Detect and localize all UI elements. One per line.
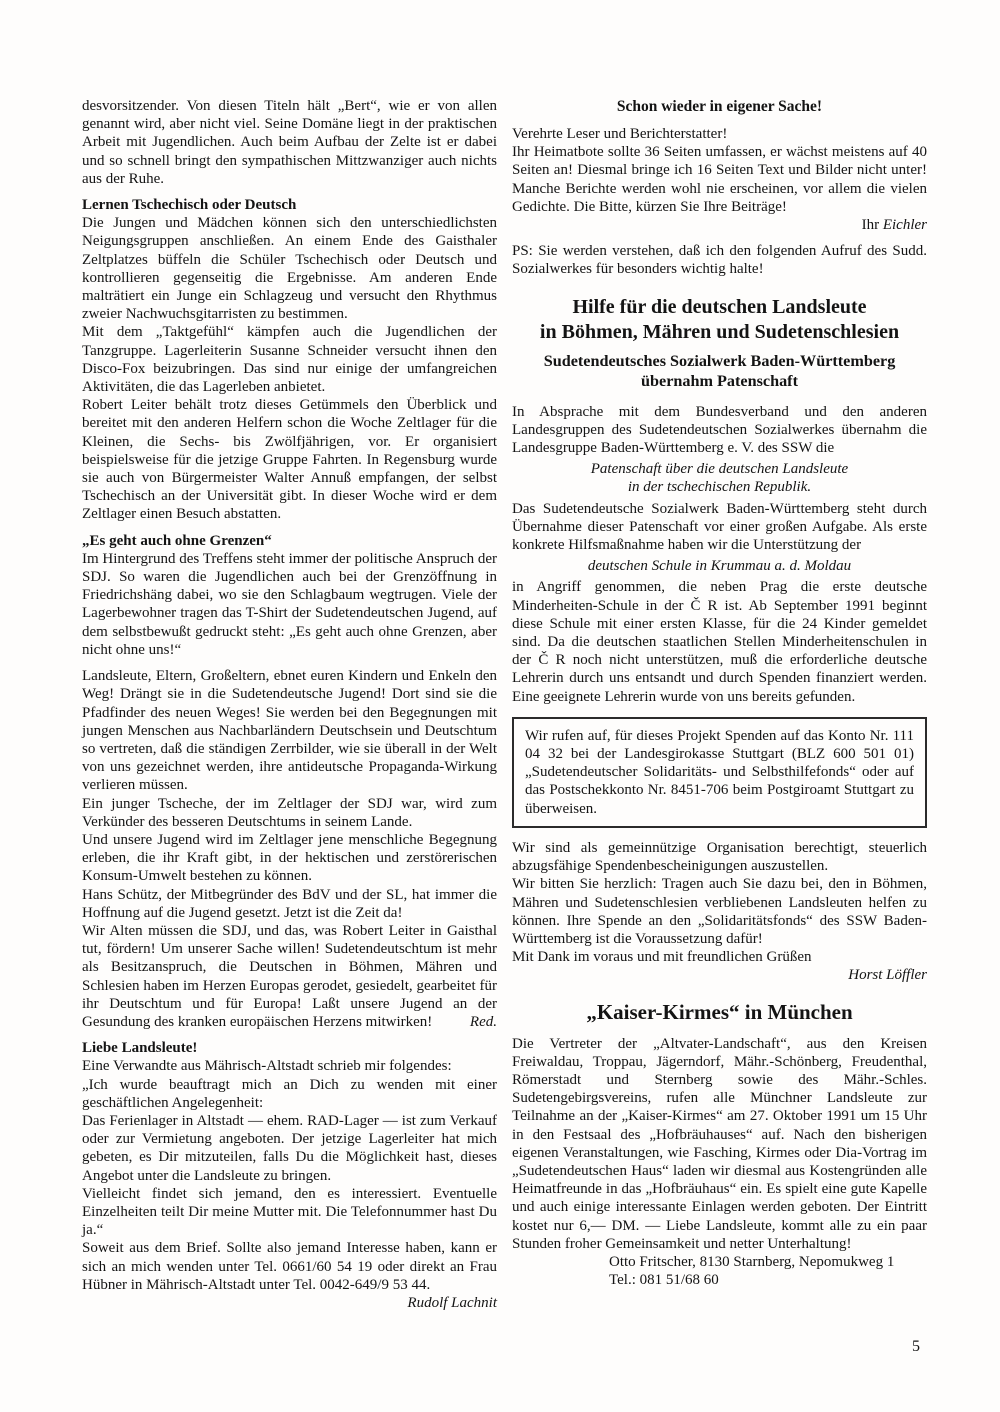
paragraph: Ein junger Tscheche, der im Zeltlager der SDJ war, wird zum Verkünder des besseren Deutschtums in seinem Lande. (82, 795, 497, 830)
editor-signature: Red. (469, 1013, 497, 1030)
author-signature: Horst Löffler (848, 967, 927, 984)
paragraph: Wir bitten Sie herzlich: Tragen auch Sie dazu bei, den in Böhmen, Mähren und Sudetenschlesien verbliebenen Landsleuten helfen zu können. Ihre Spende an den „Solidaritätsfonds“ des SSW Baden-Württemberg ist die Voraussetzung dafür! (512, 876, 927, 947)
paragraph: Eine Verwandte aus Mährisch-Altstadt schrieb mir folgendes: (82, 1058, 452, 1075)
address-line: Otto Fritscher, 8130 Starnberg, Nepomukweg 1 (609, 1253, 895, 1270)
section-heading-grenzen: „Es geht auch ohne Grenzen“ (82, 532, 272, 549)
paragraph: Das Sudetendeutsche Sozialwerk Baden-Württemberg steht durch Übernahme dieser Patenschaft vor einer großen Aufgabe. Als erste konkrete Hilfsmaßnahme haben wir die Unterstützung der (512, 500, 927, 554)
paragraph: „Ich wurde beauftragt mich an Dich zu wenden mit einer geschäftlichen Angelegenheit: (82, 1076, 497, 1111)
paragraph: Mit Dank im voraus und mit freundlichen Grüßen (512, 949, 812, 966)
left-column (82, 97, 497, 1312)
paragraph: Robert Leiter behält trotz dieses Getümmels den Überblick und bereitet mit den anderen Helfern schon die Woche Zeltlager für die Kleinen, die Sechs- bis Zwölfjährigen, vor. Er organisiert beispielsweise für die jetzige Gruppe Fahrten. In Regensburg wurde sie auch von Bürgermeister Walter Annuß empfangen, der selbst Tschechisch an der Universität gibt. In dieser Woche wird er dem Zeltlager einen Besuch abstatten. (82, 397, 497, 523)
paragraph-text: Wir Alten müssen die SDJ, und das, was Robert Leiter in Gaisthal tut, fördern! Um unserer Sache willen! Sudetendeutschtum ist mehr als Besitzanspruch, die Deutschen in Böhmen, Mähren und Schlesien haben im Herzen Europas gerodet, gesiedelt, gearbeitet für ihr Deutschtum und für Europa! Laßt unsere Jugend an der Gesundung des kranken europäischen Herzens mitwirken! (82, 922, 497, 1030)
address-block (609, 1253, 927, 1289)
paragraph: Und unsere Jugend wird im Zeltlager jene menschliche Begegnung erleben, die ihr Kraft gibt, in der hektischen und zerstörerischen Konsum-Umwelt bestehen zu können. (82, 831, 497, 885)
section-heading-eigene-sache: Schon wieder in eigener Sache! (616, 98, 823, 115)
paragraph: in Angriff genommen, die neben Prag die erste deutsche Minderheiten-Schule in der Č R ist. Ab September 1991 beginnt diese Schule mit einer ersten Klasse, für die 24 Kinder gemeldet sind. Da die deutschen staatlichen Stellen Minderheitenschulen in der Č R noch nicht unterstützen, muß die erforderliche deutsche Lehrerin durch uns entsandt und durch Spenden finanziert werden. Eine geeignete Lehrerin wurde von uns bereits gefunden. (512, 579, 927, 705)
paragraph: Landsleute, Eltern, Großeltern, ebnet euren Kindern und Enkeln den Weg! Drängt sie in die Sudetendeutsche Jugend! Dort sind sie die Pfadfinder des neuen Weges! Sie werden bei den Begegnungen mit jungen Menschen aus Nachbarländern Deutschsein und Deutschtum so vertreten, daß die ständigen Zerrbilder, wie sie überall in der Welt von uns gezeichnet werden, ihre antideutsche Propaganda-Wirkung verlieren müssen. (82, 668, 497, 794)
emphasis-line-schule: deutschen Schule in Krummau a. d. Moldau (587, 558, 852, 575)
donation-appeal-box (512, 717, 927, 828)
right-column (512, 97, 927, 1312)
paragraph: Vielleicht findet sich jemand, den es interessiert. Eventuelle Einzelheiten teilt Dir meine Mutter mit. Die Telefonnummer hast Du ja.“ (82, 1185, 497, 1239)
emphasis-line-patenschaft (512, 460, 927, 496)
article-title-hilfe (512, 295, 927, 345)
paragraph: Wir sind als gemeinnützige Organisation berechtigt, steuerlich abzugsfähige Spendenbescheinigungen auszustellen. (512, 839, 927, 875)
emphasis-text: Patenschaft über die deutschen Landsleute (590, 461, 849, 478)
title-line: in Böhmen, Mähren und Sudetenschlesien (539, 320, 900, 343)
continued-paragraph: desvorsitzender. Von diesen Titeln hält „Bert“, wie er von allen genannt wird, aber nicht viel. Seine Domäne liegt in der praktischen Arbeit mit Jugendlichen. Auch beim Aufbau der Zelte ist er dabei und so schnell bringt den sympathischen Mittzwanziger auch nichts aus der Ruhe. (82, 98, 497, 187)
paragraph: Ihr Heimatbote sollte 36 Seiten umfassen, er wächst meistens auf 40 Seiten an! Diesmal bringe ich 16 Seiten Text und Bilder nicht unter! Manche Berichte werden wohl nie erscheinen, vor allem die vielen Gedichte. Die Bitte, kürzen Sie Ihre Beiträge! (512, 144, 927, 215)
paragraph: In Absprache mit dem Bundesverband und den anderen Landesgruppen des Sudetendeutschen Sozialwerkes übernahm die Landesgruppe Baden-Württemberg e. V. des SSW die (512, 403, 927, 457)
paragraph: Soweit aus dem Brief. Sollte also jemand Interesse haben, kann er sich an mich wenden unter Tel. 0661/60 54 19 oder direkt an Frau Hübner in Mährisch-Altstadt unter Tel. 0042-649/9 53 44. (82, 1240, 497, 1293)
title-line: Hilfe für die deutschen Landsleute (572, 295, 867, 318)
article-title-kirmes: „Kaiser-Kirmes“ in München (586, 999, 853, 1024)
paragraph: Verehrte Leser und Berichterstatter! (512, 126, 728, 142)
address-line: Tel.: 081 51/68 60 (609, 1272, 719, 1289)
signature-prefix: Ihr (861, 217, 883, 234)
paragraph: Hans Schütz, der Mitbegründer des BdV und der SL, hat immer die Hoffnung auf die Jugend gesetzt. Jetzt ist die Zeit da! (82, 886, 497, 921)
section-heading-liebe-landsleute: Liebe Landsleute! (82, 1040, 198, 1057)
editor-signature (512, 216, 927, 234)
paragraph: Die Vertreter der „Altvater-Landschaft“, aus den Kreisen Freiwaldau, Troppau, Jägerndorf, Mähr.-Schönberg, Freudenthal, Römerstadt und Sternberg sowie des Mähr.-Schles. Sudetengebirgsvereins, rufen alle Münchner Landsleute zur Teilnahme an der „Kaiser-Kirmes“ am 27. Oktober 1991 um 15 Uhr in den Festsaal des „Hofbräuhauses“ auf. Nach den bisherigen eigenen Veranstaltungen, wie Fasching, Kirmes oder Dia-Vortrag im „Sudetendeutschen Haus“ laden wir diesmal aus Kostengründen alle Heimatfreunde in das „Hofbräuhaus“ ein. Es spielt eine gute Kapelle und auch einige interessante Einlagen werden geboten. Der Eintritt kostet nur 6,— DM. — Liebe Landsleute, kommt alle zu ein paar Stunden froher Gemeinsamkeit und netter Unterhaltung! (512, 1035, 927, 1252)
article-subtitle (512, 351, 927, 392)
paragraph: Im Hintergrund des Treffens steht immer der politische Anspruch der SDJ. So waren die Jugendlichen auch bei der Grenzöffnung in Friedrichshäng dabei, wo sie den Schlagbaum wegtrugen. Viele der Lagerbewohner tragen das T-Shirt der Sudetendeutschen Jugend, auf dem selbstbewußt gedruckt steht: „Es geht auch ohne Grenzen, aber nicht ohne uns!“ (82, 550, 497, 658)
section-heading-lernen: Lernen Tschechisch oder Deutsch (82, 197, 297, 214)
paragraph: Das Ferienlager in Altstadt — ehem. RAD-Lager — ist zum Verkauf oder zur Vermietung angeboten. Der jetzige Lagerleiter hat mich gebeten, es Dir mitzuteilen, falls Du die Möglichkeit hast, dieses Angebot unter die Landsleute zu bringen. (82, 1112, 497, 1184)
subtitle-line: übernahm Patenschaft (641, 372, 798, 391)
page-number: 5 (912, 1338, 920, 1355)
paragraph: Die Jungen und Mädchen können sich den unterschiedlichsten Neigungsgruppen anschließen. An einem Ende des Gaisthaler Zeltplatzes büffeln die Schüler Tschechisch oder Deutsch und kontrollieren gegenseitig die Ergebnisse. Am anderen Ende malträtiert ein Junge ein Schlagzeug und versucht den Rhythmus zweier Nachwuchsgitarristen zu bestimmen. (82, 215, 497, 323)
paragraph-with-signature (82, 922, 497, 1031)
author-signature: Rudolf Lachnit (407, 1295, 497, 1311)
paragraph: Mit dem „Taktgefühl“ kämpfen auch die Jugendlichen der Tanzgruppe. Lagerleiterin Susanne Schneider versucht ihnen den Disco-Fox beizubringen. Das sind nur einige der umfangreichen Aktivitäten, die das Lagerleben anbietet. (82, 324, 497, 396)
subtitle-line: Sudetendeutsches Sozialwerk Baden-Württemberg (543, 351, 896, 370)
postscript-paragraph: PS: Sie werden verstehen, daß ich den folgenden Aufruf des Sudd. Sozialwerkes für besonders wichtig halte! (512, 243, 927, 278)
signature-name: Eichler (882, 217, 927, 234)
emphasis-text: in der tschechischen Republik. (627, 479, 812, 496)
boxed-paragraph: Wir rufen auf, für dieses Projekt Spenden auf das Konto Nr. 111 04 32 bei der Landesgirokasse Stuttgart (BLZ 600 501 01) „Sudetendeutscher Solidaritäts- und Selbsthilfefonds“ oder auf das Postschekkonto Nr. 8451-706 beim Postgiroamt Stuttgart zu überweisen. (525, 727, 914, 817)
